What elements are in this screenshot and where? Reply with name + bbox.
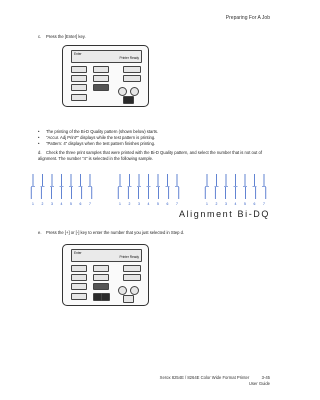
panel-key	[71, 94, 87, 101]
pattern-number-label: 4	[234, 202, 237, 206]
lcd-left-text: Enter	[74, 52, 82, 56]
step-d	[38, 150, 270, 161]
list-item: • "Pattern: 4" displays when the test pattern finishes printing.	[38, 141, 268, 147]
pattern-number-label: 1	[206, 202, 208, 206]
arrow-key-icon	[118, 286, 127, 295]
arrow-key-icon	[118, 87, 127, 96]
lcd-left-text: Enter	[74, 251, 82, 255]
lcd-display	[71, 50, 142, 63]
footer-page-number: 3-45	[261, 375, 270, 380]
pattern-number-label: 6	[253, 202, 256, 206]
pattern-number-label: 2	[41, 202, 44, 206]
page-footer	[160, 375, 270, 386]
lcd-display	[71, 249, 142, 262]
enter-key	[123, 295, 134, 303]
pattern-number-label: 4	[147, 202, 150, 206]
step-text: Press the [+] or [-] key to enter the number that you just selected in Step d.	[46, 230, 185, 235]
lcd-right-text: Printer Ready	[119, 255, 139, 259]
pattern-number-label: 6	[79, 202, 82, 206]
panel-key	[93, 66, 109, 73]
pattern-number-label: 5	[157, 202, 159, 206]
enter-key-highlight-icon	[123, 96, 134, 104]
pattern-number-label: 3	[51, 202, 53, 206]
panel-key	[93, 265, 109, 272]
step-e	[38, 230, 270, 236]
list-item: • "Accur. Adj Print*" displays while the test pattern is printing.	[38, 135, 268, 141]
panel-key	[71, 66, 87, 73]
step-letter: d.	[38, 150, 42, 155]
lcd-right-text: Printer Ready	[119, 56, 139, 60]
pattern-number-label: 4	[60, 202, 63, 206]
pattern-number-label: 1	[119, 202, 121, 206]
panel-key	[93, 75, 109, 82]
panel-key	[93, 84, 109, 91]
result-bullet-list	[38, 129, 268, 147]
pattern-number-label: 1	[32, 202, 34, 206]
step-c	[38, 34, 86, 40]
control-panel-illustration-plus-minus	[62, 244, 149, 306]
step-letter: c.	[38, 34, 42, 39]
pattern-number-label: 7	[176, 202, 178, 206]
panel-key	[71, 75, 87, 82]
panel-key	[123, 265, 141, 272]
footer-product: Xerox 8254E / 8264E Color Wide Format Printer	[159, 375, 250, 380]
panel-key	[123, 274, 141, 281]
arrow-key-icon	[130, 286, 139, 295]
pattern-number-label: 6	[166, 202, 169, 206]
arrow-key-icon	[130, 87, 139, 96]
panel-key	[71, 283, 87, 290]
minus-key-highlight-icon	[101, 293, 110, 301]
pattern-number-label: 5	[244, 202, 246, 206]
pattern-number-label: 7	[89, 202, 91, 206]
panel-key	[71, 84, 87, 91]
pattern-caption: Alignment Bi-DQ	[178, 209, 270, 219]
pattern-number-label: 3	[138, 202, 140, 206]
panel-key	[71, 265, 87, 272]
pattern-number-label: 3	[225, 202, 227, 206]
footer-guide: User Guide	[248, 380, 270, 386]
footer-line-1	[160, 375, 270, 381]
step-letter: e.	[38, 230, 42, 235]
panel-key	[93, 283, 109, 290]
panel-key	[123, 66, 141, 73]
pattern-number-label: 2	[215, 202, 218, 206]
panel-key	[71, 293, 87, 300]
control-panel-illustration	[62, 45, 149, 107]
step-text: Press the [Enter] key.	[46, 34, 86, 39]
bi-d-quality-pattern	[28, 168, 278, 208]
pattern-number-label: 7	[263, 202, 265, 206]
step-text: Check the three print samples that were printed with the Bi-D Quality pattern, and select the number that is not out of alignment. The number "4" is selected in the following sample.	[38, 150, 263, 161]
pattern-number-label: 5	[70, 202, 72, 206]
pattern-number-label: 2	[128, 202, 131, 206]
running-header: Preparing For A Job	[225, 15, 270, 21]
list-item: • The printing of the Bi-D Quality pattern (shown below) starts.	[38, 129, 268, 135]
panel-key	[93, 274, 109, 281]
panel-key	[71, 274, 87, 281]
panel-key	[123, 75, 141, 82]
